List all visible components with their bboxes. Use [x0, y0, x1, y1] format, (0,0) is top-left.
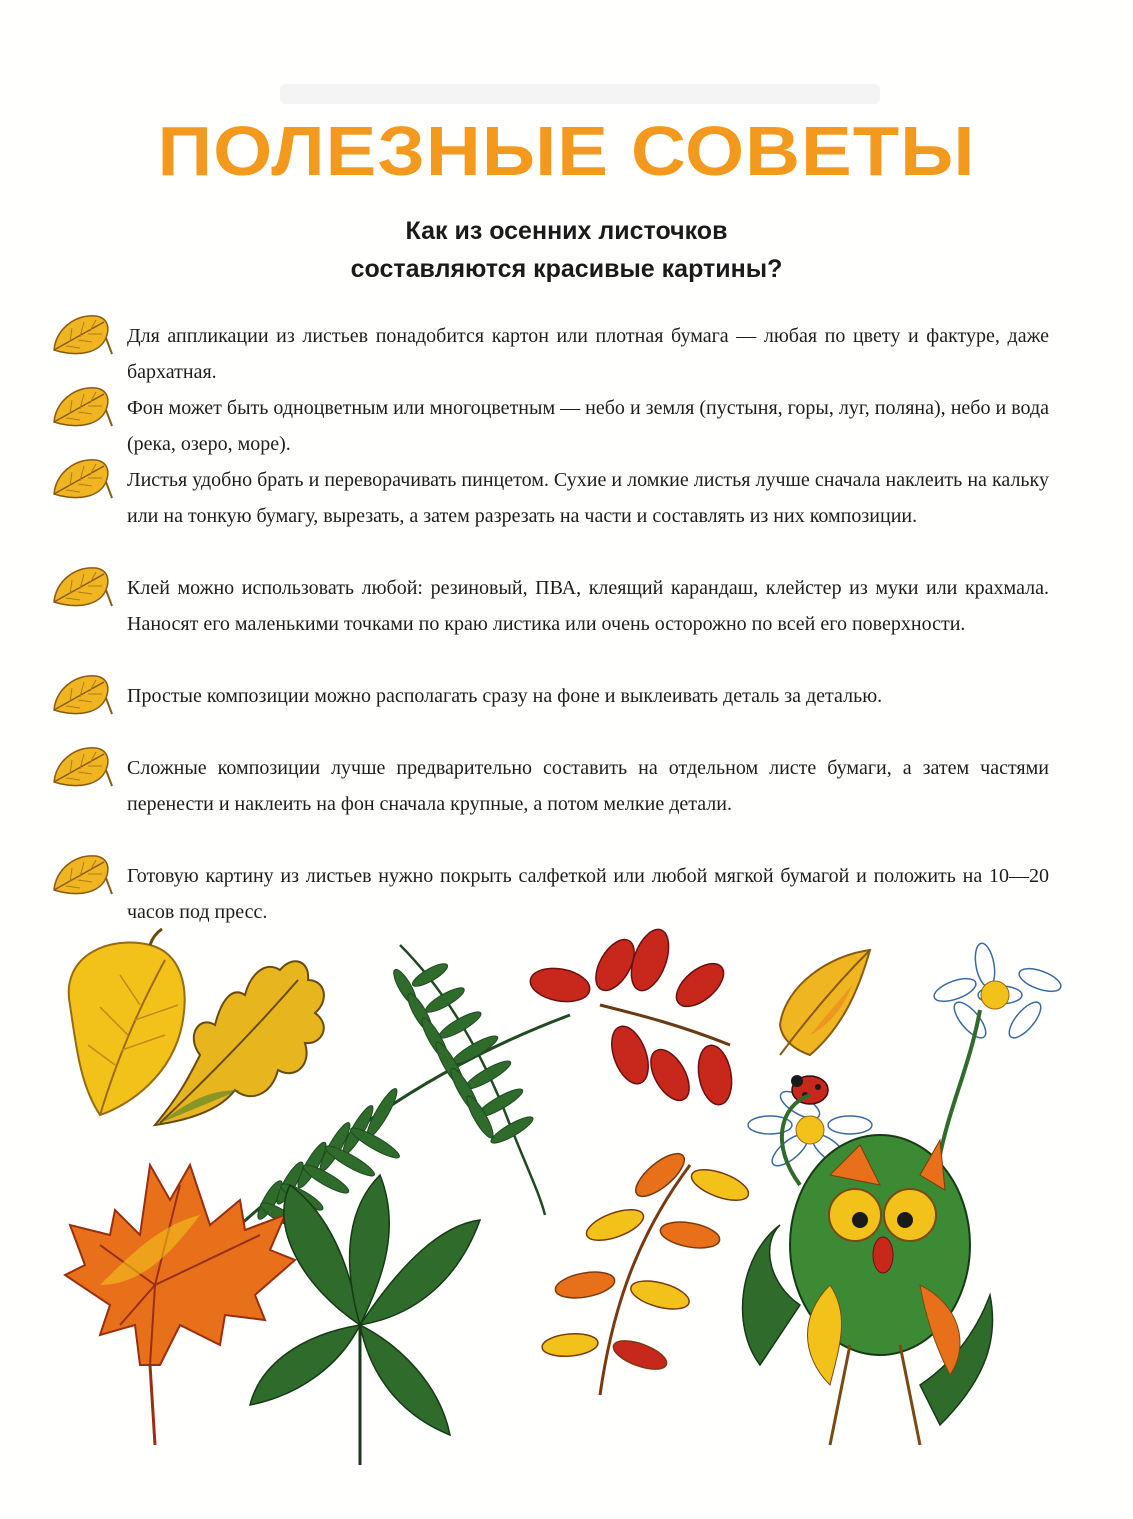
tip-text: Простые композиции можно располагать сразу на фоне и выклеивать деталь за деталью. — [127, 685, 883, 707]
leaves-illustration — [40, 925, 1100, 1485]
tip-text: Листья удобно брать и переворачивать пинцетом. Сухие и ломкие листья лучше сначала наклеить на кальку или на тонкую бумагу, вырезать, а затем разрезать на части и составлять из них композиции. — [127, 469, 1049, 527]
autumn-leaf-bullet-icon — [50, 562, 114, 614]
subtitle-line-2: составляются красивые картины? — [350, 255, 783, 283]
rowan-branch-icon — [528, 925, 736, 1107]
autumn-leaf-bullet-icon — [50, 382, 114, 434]
tip-text: Для аппликации из листьев понадобится картон или плотная бумага — любая по цвету и фактуре, даже бархатная. — [127, 325, 1049, 383]
autumn-leaf-bullet-icon — [50, 670, 114, 722]
tip-text: Фон может быть одноцветным или многоцветным — небо и земля (пустыня, горы, луг, поляна), небо и вода (река, озеро, море). — [127, 397, 1049, 455]
autumn-leaf-bullet-icon — [50, 454, 114, 506]
page-subtitle — [0, 212, 1133, 288]
autumn-leaf-bullet-icon — [50, 310, 114, 362]
autumn-leaf-bullet-icon — [50, 742, 114, 794]
birch-leaf-icon — [69, 929, 185, 1115]
ladybug-icon — [791, 1075, 828, 1104]
autumn-leaf-bullet-icon — [50, 850, 114, 902]
tip-text: Готовую картину из листьев нужно покрыть салфеткой или любой мягкой бумагой и положить на 10—20 часов под пресс. — [127, 865, 1049, 923]
tip-text: Клей можно использовать любой: резиновый, ПВА, клеящий карандаш, клейстер из муки или крахмала. Наносят его маленькими точками по краю листика или очень осторожно по всей его поверхности. — [127, 577, 1049, 635]
birch-leaf-icon — [780, 950, 870, 1055]
subtitle-line-1: Как из осенних листочков — [405, 217, 728, 245]
page-title: ПОЛЕЗНЫЕ СОВЕТЫ — [157, 112, 976, 191]
tip-text: Сложные композиции лучше предварительно составить на отдельном листе бумаги, а затем частями перенести и наклеить на фон сначала крупные, а потом мелкие детали. — [127, 757, 1049, 815]
ash-branch-icon — [541, 1147, 752, 1395]
chestnut-leaf-icon — [250, 1175, 480, 1465]
bleed-through — [280, 84, 880, 104]
daisy-icon — [748, 942, 1064, 1171]
